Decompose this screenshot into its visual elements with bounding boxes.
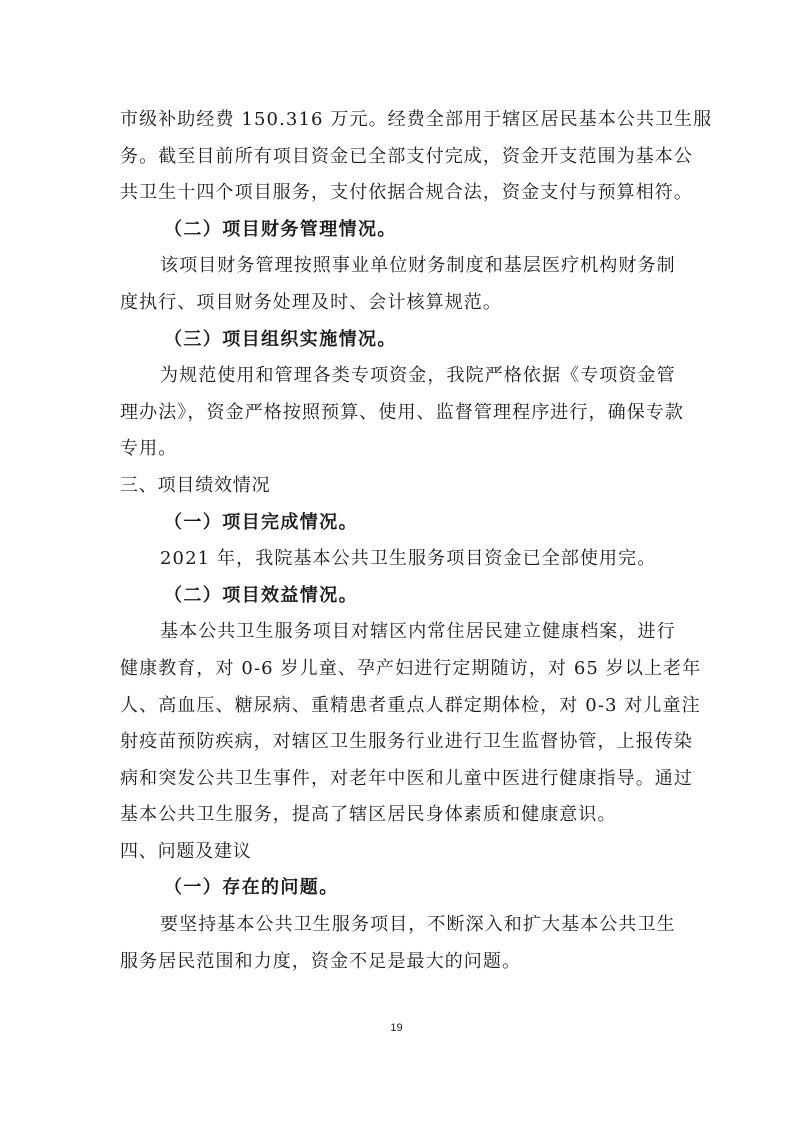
paragraph-line: 该项目财务管理按照事业单位财务制度和基层医疗机构财务制: [160, 255, 676, 277]
paragraph-line: 务。截至目前所有项目资金已全部支付完成，资金开支范围为基本公: [120, 145, 693, 167]
paragraph-line: 专用。: [120, 438, 178, 460]
paragraph-line: 病和突发公共卫生事件，对老年中医和儿童中医进行健康指导。通过: [120, 767, 693, 789]
paragraph-line: 度执行、项目财务处理及时、会计核算规范。: [120, 291, 502, 313]
section-heading: 四、问题及建议: [120, 840, 252, 862]
paragraph-line: 要坚持基本公共卫生服务项目，不断深入和扩大基本公共卫生: [160, 914, 676, 936]
paragraph-line: 为规范使用和管理各类专项资金，我院严格依据《专项资金管: [160, 365, 676, 387]
paragraph-line: 健康教育，对 0-6 岁儿童、孕产妇进行定期随访，对 65 岁以上老年: [120, 657, 702, 679]
page-body: [120, 102, 713, 980]
page-number: 19: [390, 1022, 403, 1034]
paragraph-line: 基本公共卫生服务，提高了辖区居民身体素质和健康意识。: [120, 804, 617, 826]
section-heading: 三、项目绩效情况: [120, 474, 271, 496]
paragraph-line: 理办法》，资金严格按照预算、使用、监督管理程序进行，确保专款: [120, 401, 684, 423]
paragraph-line: 共卫生十四个项目服务，支付依据合规合法，资金支付与预算相符。: [120, 182, 693, 204]
paragraph-line: 2021 年，我院基本公共卫生服务项目资金已全部使用完。: [160, 548, 657, 570]
paragraph-line: 服务居民范围和力度，资金不足是最大的问题。: [120, 950, 522, 972]
subsection-heading: （一）项目完成情况。: [164, 511, 358, 533]
paragraph-line: 射疫苗预防疾病，对辖区卫生服务行业进行卫生监督协管，上报传染: [120, 731, 693, 753]
subsection-heading: （一）存在的问题。: [164, 877, 339, 899]
paragraph-line: 市级补助经费 150.316 万元。经费全部用于辖区居民基本公共卫生服: [120, 109, 713, 130]
subsection-heading: （二）项目财务管理情况。: [164, 218, 397, 240]
paragraph-line: 人、高血压、糖尿病、重精患者重点人群定期体检，对 0-3 对儿童注: [120, 694, 701, 716]
subsection-heading: （三）项目组织实施情况。: [164, 328, 397, 350]
paragraph-line: 基本公共卫生服务项目对辖区内常住居民建立健康档案，进行: [160, 621, 676, 643]
subsection-heading: （二）项目效益情况。: [164, 584, 358, 606]
